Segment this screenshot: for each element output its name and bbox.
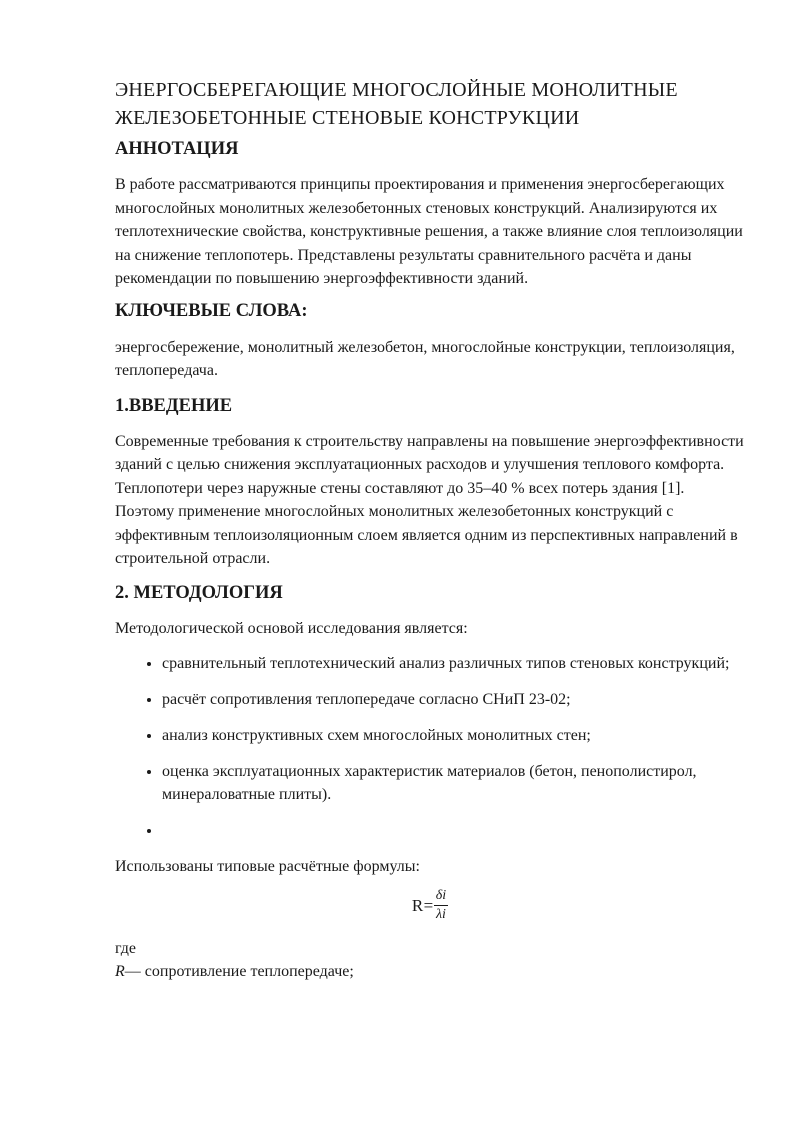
resistance-formula	[412, 888, 448, 923]
r-symbol: R	[115, 963, 125, 980]
abstract-text: В работе рассматриваются принципы проектирования и применения энергосберегающих многослойных монолитных железобетонных стеновых конструкций. Анализируются их теплотехнические свойства, конструктивные решения, а также влияние слоя теплоизоляции на снижение теплопотерь. Представлены результаты сравнительного расчёта и даны рекомендации по повышению энергоэффективности зданий.	[115, 176, 743, 287]
formula-block	[115, 888, 745, 923]
formulas-lead: Использованы типовые расчётные формулы:	[115, 858, 420, 875]
bullet-item: • анализ конструктивных схем многослойных монолитных стен;	[162, 724, 745, 747]
r-definition	[115, 960, 745, 983]
bullet-item: • оценка эксплуатационных характеристик материалов (бетон, пенополистирол, минераловатные плиты).	[162, 760, 745, 806]
formula-numerator: δi	[434, 888, 448, 906]
bullet-item-empty	[162, 819, 745, 842]
r-definition-text: — сопротивление теплопередаче;	[124, 963, 354, 980]
bullet-item: • расчёт сопротивления теплопередаче согласно СНиП 23-02;	[162, 688, 745, 711]
introduction-heading: 1.ВВЕДЕНИЕ	[115, 395, 233, 416]
keywords-text: энергосбережение, монолитный железобетон, многослойные конструкции, теплоизоляция, теплопередача.	[115, 338, 735, 379]
formula-fraction	[434, 888, 448, 923]
methodology-bullet-list	[115, 652, 745, 842]
document-title: ЭНЕРГОСБЕРЕГАЮЩИЕ МНОГОСЛОЙНЫЕ МОНОЛИТНЫЕ ЖЕЛЕЗОБЕТОННЫЕ СТЕНОВЫЕ КОНСТРУКЦИИ	[115, 79, 678, 129]
where-label: где	[115, 940, 137, 957]
formula-legend	[115, 937, 745, 983]
methodology-lead: Методологической основой исследования является:	[115, 619, 468, 637]
keywords-heading: КЛЮЧЕВЫЕ СЛОВА:	[115, 300, 308, 321]
methodology-heading: 2. МЕТОДОЛОГИЯ	[115, 582, 283, 603]
introduction-text: Современные требования к строительству направлены на повышение энергоэффективности зданий с целью снижения эксплуатационных расходов и улучшения теплового комфорта. Теплопотери через наружные стены составляют до 35–40 % всех потерь здания [1]. Поэтому применение многослойных монолитных железобетонных конструкций с эффективным теплоизоляционным слоем является одним из перспективных направлений в строительной отрасли.	[115, 432, 744, 567]
abstract-heading: АННОТАЦИЯ	[115, 139, 239, 159]
formula-lhs: R=	[411, 895, 434, 915]
formula-denominator: λi	[435, 907, 446, 922]
bullet-item: • сравнительный теплотехнический анализ различных типов стеновых конструкций;	[162, 652, 745, 675]
